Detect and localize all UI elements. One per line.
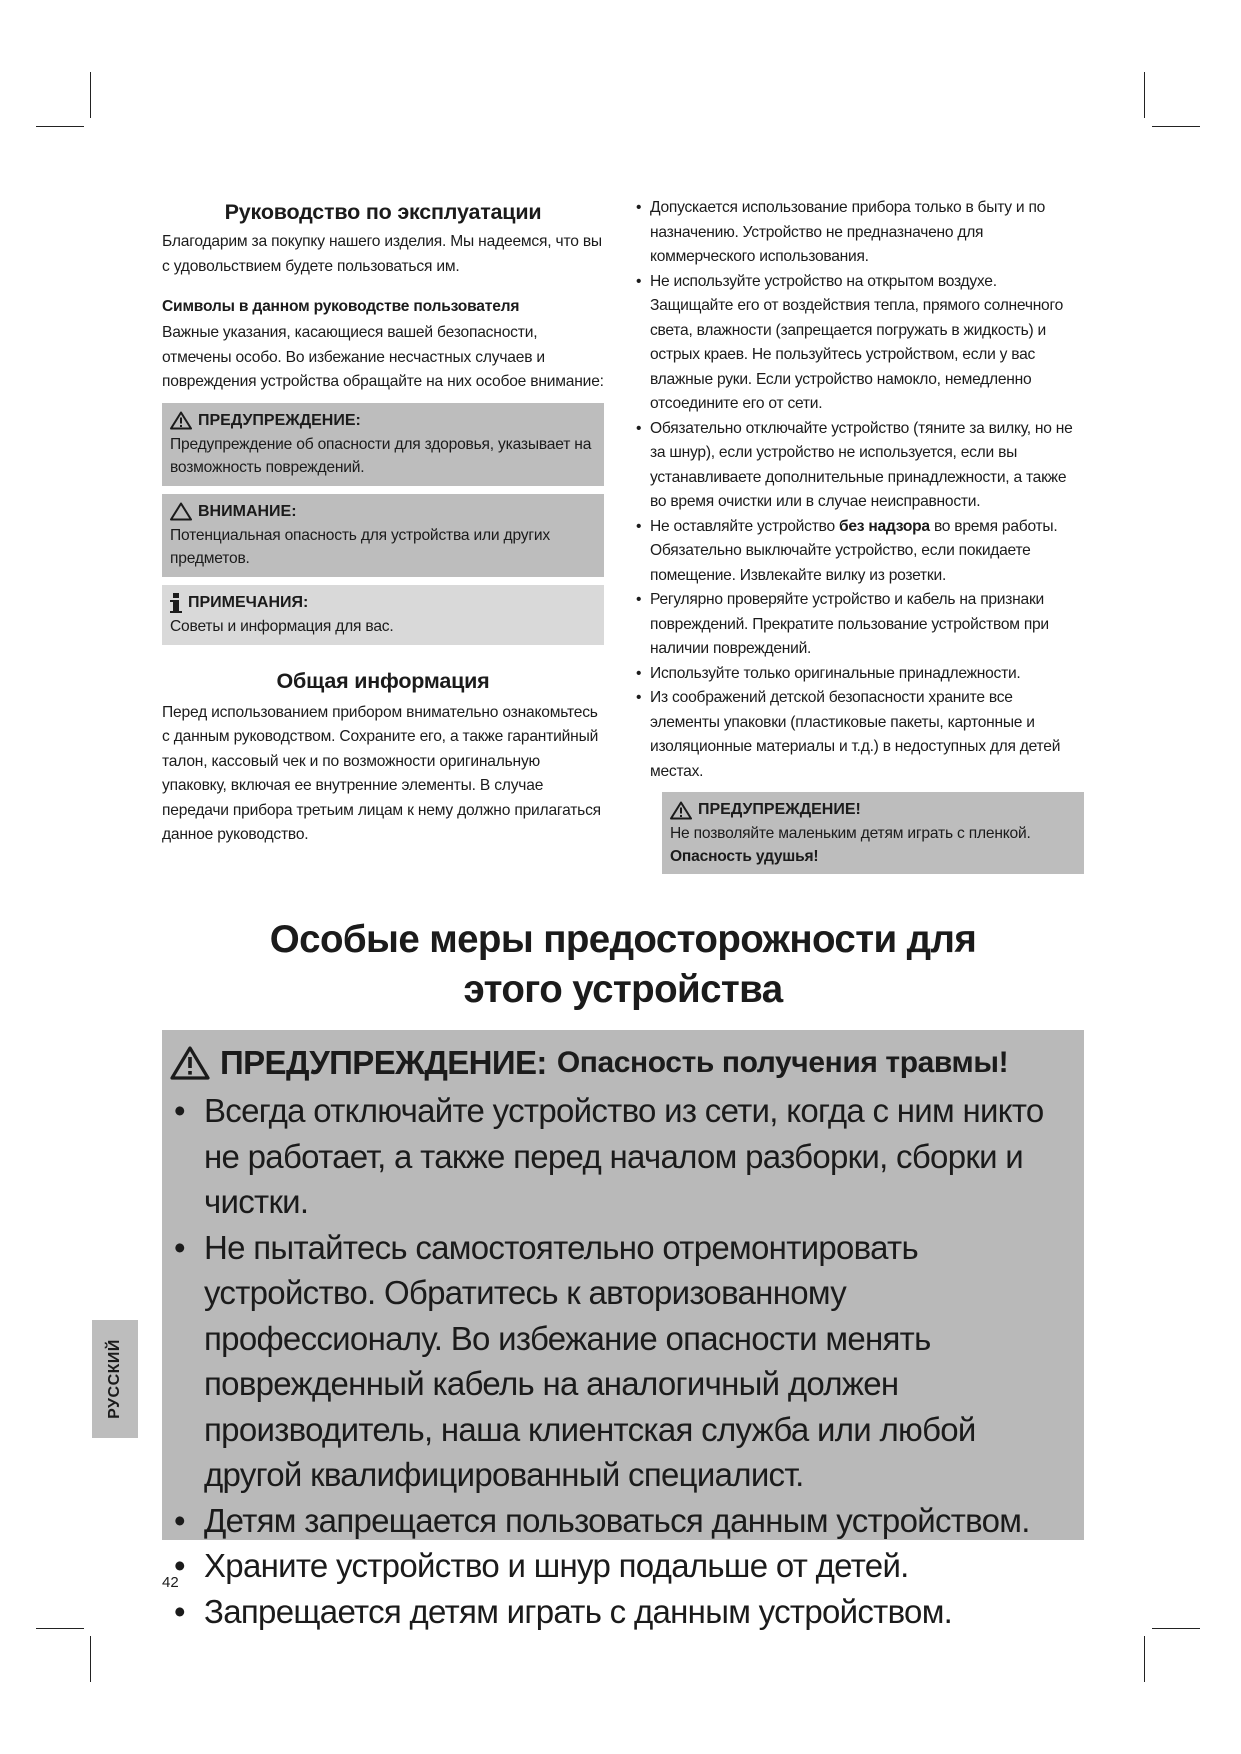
list-item-text: Не оставляйте устройство (650, 517, 839, 535)
caution-triangle-icon (170, 502, 192, 521)
crop-mark (90, 1636, 91, 1682)
caution-label: ВНИМАНИЕ: (198, 502, 297, 520)
list-item: • Запрещается детям играть с данным устройством. (170, 1589, 1074, 1635)
page-number: 42 (162, 1574, 179, 1591)
list-item: • Не пытайтесь самостоятельно отремонтировать устройство. Обратитесь к авторизованному профессионалу. Во избежание опасности менять поврежденный кабель на аналогичный должен производитель, наша клиентская служба или любой другой квалифицированный специалист. (170, 1225, 1074, 1498)
notes-box (162, 585, 604, 645)
list-item: • Не используйте устройство на открытом воздухе. Защищайте его от воздействия тепла, прямого солнечного света, влажности (запрещается погружать в жидкость) и острых краев. Не пользуйтесь устройством, если у вас влажные руки. Если устройство намокло, немедленно отсоедините его от сети. (636, 270, 1084, 417)
list-item: • Используйте только оригинальные принадлежности. (636, 662, 1084, 687)
warning-bold-text: Опасность удушья! (670, 848, 819, 865)
list-item: • Всегда отключайте устройство из сети, когда с ним никто не работает, а также перед началом разборки, сборки и чистки. (170, 1088, 1074, 1225)
injury-warning-list (170, 1088, 1074, 1634)
title-line: Особые меры предосторожности для (269, 918, 977, 961)
intro-text: Благодарим за покупку нашего изделия. Мы надеемся, что вы с удовольствием будете пользоваться им. (162, 233, 602, 275)
caution-box (162, 494, 604, 577)
crop-mark (36, 126, 84, 127)
warning-triangle-icon (670, 801, 692, 820)
list-item: • Храните устройство и шнур подальше от детей. (170, 1543, 1074, 1589)
crop-mark (90, 72, 91, 118)
list-item-bold: без надзора (838, 517, 930, 535)
notes-text: Советы и информация для вас. (170, 617, 394, 635)
right-column (636, 196, 1084, 874)
symbols-text: Важные указания, касающиеся вашей безопасности, отмечены особо. Во избежание несчастных случаев и повреждения устройства обращайте на них особое внимание: (162, 324, 604, 390)
crop-mark (36, 1628, 84, 1629)
list-item: • Из соображений детской безопасности храните все элементы упаковки (пластиковые пакеты, картонные и изоляционные материалы и т.д.) в недоступных для детей местах. (636, 686, 1084, 784)
language-tab (92, 1320, 138, 1438)
warning-triangle-icon (170, 411, 192, 430)
list-item (636, 515, 1084, 589)
list-item: • Детям запрещается пользоваться данным устройством. (170, 1498, 1074, 1544)
crop-mark (1152, 126, 1200, 127)
warning-label: ПРЕДУПРЕЖДЕНИЕ: (220, 1044, 547, 1081)
list-item: • Допускается использование прибора только в быту и по назначению. Устройство не предназначено для коммерческого использования. (636, 196, 1084, 270)
warning-label: ПРЕДУПРЕЖДЕНИЕ! (698, 801, 861, 818)
language-label: РУССКИЙ (106, 1339, 123, 1419)
warning-subject: Опасность получения травмы! (556, 1046, 1009, 1079)
left-column (162, 198, 604, 848)
crop-mark (1144, 1636, 1145, 1682)
info-icon (170, 593, 182, 613)
warning-triangle-icon (170, 1046, 210, 1080)
notes-label: ПРИМЕЧАНИЯ: (188, 593, 309, 611)
manual-title: Руководство по эксплуатации (224, 200, 542, 224)
list-item: • Регулярно проверяйте устройство и кабель на признаки повреждений. Прекратите пользование устройством при наличии повреждений. (636, 588, 1084, 662)
symbols-heading: Символы в данном руководстве пользователя (162, 298, 520, 315)
caution-text: Потенциальная опасность для устройства или других предметов. (170, 526, 550, 567)
special-precautions-title (162, 915, 1084, 1015)
warning-box (162, 403, 604, 486)
crop-mark (1152, 1628, 1200, 1629)
warning-text: Предупреждение об опасности для здоровья, указывает на возможность повреждений. (170, 435, 592, 476)
crop-mark (1144, 72, 1145, 118)
safety-list (636, 196, 1084, 784)
title-line: этого устройства (463, 968, 783, 1011)
packaging-warning-box (662, 792, 1084, 874)
warning-label: ПРЕДУПРЕЖДЕНИЕ: (198, 411, 361, 429)
general-text: Перед использованием прибором внимательно ознакомьтесь с данным руководством. Сохраните его, а также гарантийный талон, кассовый чек и по возможности оригинальную упаковку, включая ее внутренние элементы. В случае передачи прибора третьим лицам к нему должно прилагаться данное руководство. (162, 703, 601, 843)
general-heading: Общая информация (276, 668, 490, 693)
warning-text: Не позволяйте маленьким детям играть с пленкой. (670, 825, 1031, 842)
list-item-text: во время работы. Обязательно выключайте устройство, если покидаете помещение. Извлекайте вилку из розетки. (650, 517, 1058, 584)
list-item: • Обязательно отключайте устройство (тяните за вилку, но не за шнур), если устройство не используется, если вы устанавливаете дополнительные принадлежности, а также во время очистки или в случае неисправности. (636, 417, 1084, 515)
